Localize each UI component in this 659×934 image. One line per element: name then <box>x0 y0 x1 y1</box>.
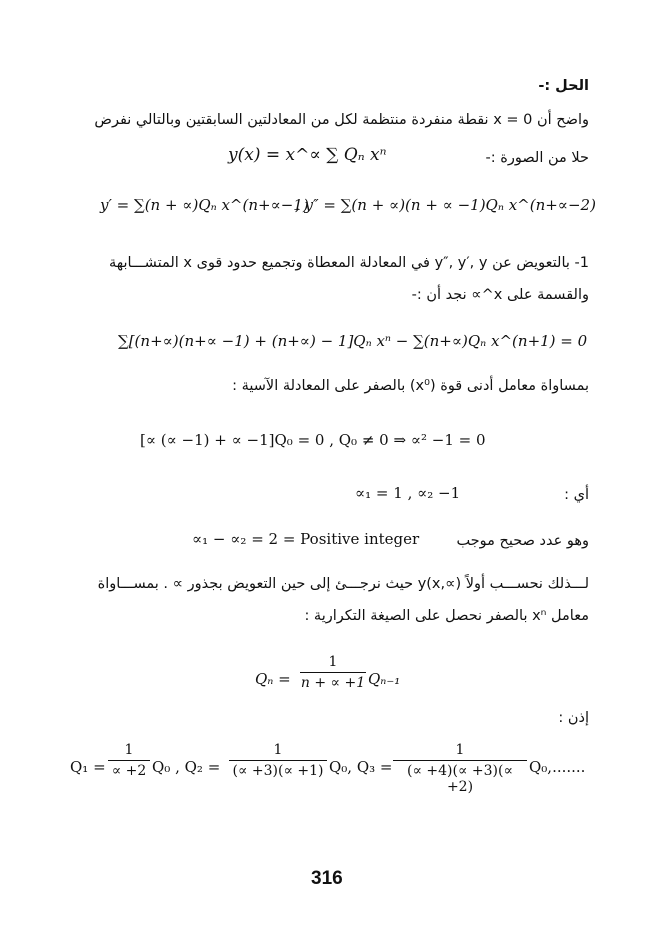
roots-label: أي : <box>564 487 589 503</box>
fraction-bar <box>393 760 527 761</box>
assumed-solution-formula: y(x) = x^∝ ∑ Qₙ xⁿ <box>228 145 387 165</box>
paragraph-line-3: 1- بالتعويض عن y″, y′, y في المعادلة المعطاة وتجميع حدود قوى x المتشـــابهة <box>108 255 589 271</box>
q2-numerator: 1 <box>273 742 283 758</box>
q1-fraction <box>108 742 150 779</box>
roots-difference-formula: ∝₁ − ∝₂ = 2 = Positive integer <box>192 530 420 548</box>
recurrence-right: Qₙ₋₁ <box>368 670 401 688</box>
q3-numerator: 1 <box>455 742 465 758</box>
heading: الحل :- <box>538 78 589 94</box>
paragraph-line-8: معامل xⁿ بالصفر نحصل على الصيغة التكرارية : <box>304 608 589 624</box>
page-number: 316 <box>311 868 343 889</box>
q2-denominator: (∝ +3)(∝ +1) <box>232 763 324 779</box>
q3-denominator: (∝ +4)(∝ +3)(∝ +2) <box>407 763 513 795</box>
series-equation: ∑[(n+∝)(n+∝ −1) + (n+∝) − 1]Qₙ xⁿ − ∑(n+∝)Qₙ x^(n+1) = 0 <box>118 332 588 350</box>
second-derivative-formula: , y″ = ∑(n + ∝)(n + ∝ −1)Qₙ x^(n+∝−2) <box>295 196 596 214</box>
fraction-bar <box>229 760 327 761</box>
recurrence-numerator: 1 <box>328 654 338 670</box>
indicial-equation: [∝ (∝ −1) + ∝ −1]Q₀ = 0 , Q₀ ≠ 0 ⇒ ∝² −1 = 0 <box>140 431 486 449</box>
therefore-label: إذن : <box>558 710 589 726</box>
fraction-bar <box>300 672 366 673</box>
recurrence-fraction <box>300 654 366 691</box>
paragraph-line-6: وهو عدد صحيح موجب <box>456 533 589 549</box>
recurrence-denominator: n + ∝ +1 <box>300 675 366 691</box>
q1-right: Q₀ , Q₂ = <box>152 758 221 776</box>
q2-right: Q₀, Q₃ = <box>329 758 393 776</box>
q1-left: Q₁ = <box>70 758 106 776</box>
q3-fraction <box>393 742 527 795</box>
first-derivative-formula: y′ = ∑(n + ∝)Qₙ x^(n+∝−1) <box>100 196 309 214</box>
q2-fraction <box>229 742 327 779</box>
paragraph-line-1: واضح أن x = 0 نقطة منفردة منتظمة لكل من المعادلتين السابقتين وبالتالي نفرض <box>94 112 589 128</box>
roots-formula: ∝₁ = 1 , ∝₂ −1 <box>355 484 461 502</box>
q3-right: Q₀,....... <box>529 758 586 776</box>
recurrence-left: Qₙ = <box>255 670 291 688</box>
paragraph-line-4: والقسمة على x^∝ نجد أن :- <box>411 287 589 303</box>
paragraph-line-7: لـــذلك نحســـب أولاً y(x,∝) حيث نرجـــئ إلى حين التعويض بجذور ∝ . بمســـاواة <box>97 576 589 592</box>
q1-numerator: 1 <box>124 742 134 758</box>
fraction-bar <box>108 760 150 761</box>
q1-denominator: ∝ +2 <box>111 763 147 779</box>
paragraph-line-5: بمساواة معامل أدنى قوة (x⁰) بالصفر على المعادلة الآسية : <box>232 378 589 394</box>
paragraph-line-2: حلا من الصورة :- <box>485 150 589 166</box>
